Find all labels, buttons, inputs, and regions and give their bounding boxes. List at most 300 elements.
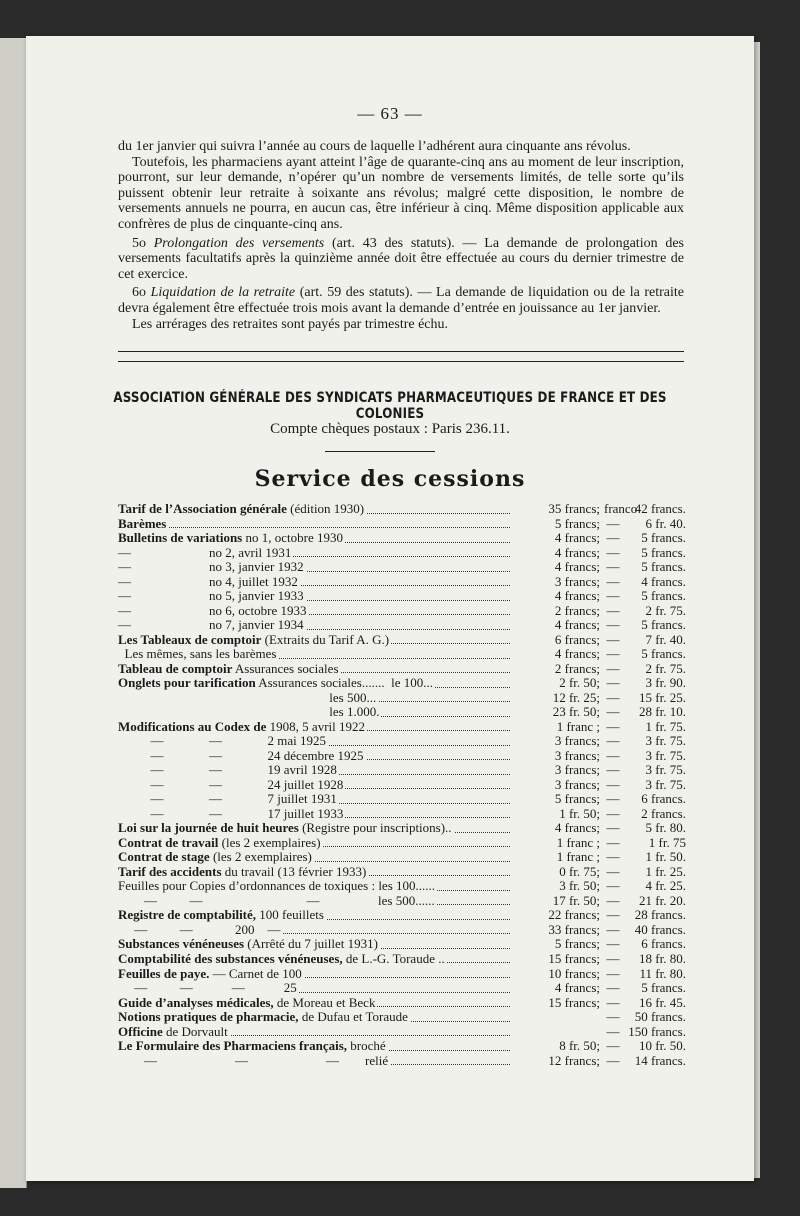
tarif-franco: 5 francs.	[641, 980, 686, 996]
tarif-franco: 5 francs.	[641, 530, 686, 546]
tarif-franco: 6 fr. 40.	[645, 515, 686, 531]
tarif-item-detail: les 1.000.	[118, 705, 380, 720]
tarif-label	[118, 923, 510, 938]
tarif-row	[118, 821, 686, 836]
tarif-item-title: Le Formulaire des Pharmaciens français,	[118, 1039, 348, 1054]
tarif-item-detail: — — 2 mai 1925	[118, 734, 326, 749]
tarif-row	[118, 923, 686, 938]
tarif-dash: —	[606, 950, 620, 966]
tarif-price: 35 francs;	[548, 501, 600, 516]
tarif-item-detail: — no 6, octobre 1933	[118, 603, 307, 618]
tarif-dash: —	[606, 878, 620, 894]
tarif-item-detail: broché	[347, 1039, 386, 1054]
tarif-label-text	[118, 952, 447, 966]
tarif-row	[118, 633, 686, 648]
tarif-row	[118, 589, 686, 604]
tarif-price: 5 francs;	[554, 515, 600, 531]
tarif-label-text	[118, 720, 367, 734]
tarif-row	[118, 1054, 686, 1069]
tarif-dash: —	[606, 849, 620, 865]
intro-paragraph-5: Les arrérages des retraites sont payés par trimestre échu.	[132, 316, 449, 332]
tarif-label-text	[118, 836, 323, 850]
intro-paragraph-4	[118, 285, 684, 316]
divider-rule-2	[118, 361, 684, 362]
p3-number: 5o	[132, 235, 154, 251]
tarif-row	[118, 1010, 686, 1025]
tarif-item-title: Feuilles de paye.	[118, 966, 210, 981]
tarif-label	[118, 879, 510, 894]
tarif-row	[118, 763, 686, 778]
tarif-franco: 28 fr. 10.	[639, 704, 686, 720]
tarif-label-text	[118, 531, 345, 545]
tarif-list	[118, 502, 686, 1068]
tarif-franco: 1 fr. 25.	[645, 863, 686, 879]
intro-paragraph-2: Toutefois, les pharmaciens ayant atteint l’âge de quarante-cinq ans au moment de leur inscription, pourront, sur leur demande, n’opérer qu’un nombre de versements limités, de telle sorte qu’ils puissent obtenir leur retraite à soixante ans révolus; malgré cette disposition, le nombre de versements annuels ne pourra, en aucun cas, être inférieur à cinq. Même disposition applicable aux confrères de plus de cinquante-cinq ans.	[118, 154, 684, 232]
tarif-label	[118, 720, 510, 735]
tarif-label	[118, 589, 510, 604]
tarif-item-detail: no 1, octobre 1930	[242, 531, 343, 546]
tarif-franco: 3 fr. 75.	[645, 776, 686, 792]
tarif-label-text	[118, 792, 339, 806]
tarif-price: 4 francs;	[554, 544, 600, 560]
tarif-row	[118, 850, 686, 865]
tarif-franco: 1 fr. 75	[648, 834, 686, 850]
tarif-dash: —	[606, 921, 620, 937]
tarif-label	[118, 560, 510, 575]
tarif-price: 4 francs;	[554, 980, 600, 996]
tarif-label	[118, 749, 510, 764]
tarif-label-text	[118, 879, 437, 893]
tarif-label-text	[118, 778, 345, 792]
tarif-price: 5 francs;	[554, 791, 600, 807]
intro-paragraph-3	[118, 236, 684, 283]
tarif-label-text	[118, 676, 435, 690]
tarif-dash: —	[606, 776, 620, 792]
tarif-item-detail: (Registre pour inscriptions)..	[298, 821, 452, 836]
tarif-row	[118, 967, 686, 982]
tarif-dash: —	[606, 820, 620, 836]
tarif-dash: —	[606, 660, 620, 676]
tarif-price: 17 fr. 50;	[552, 892, 600, 908]
tarif-price: 1 fr. 50;	[559, 805, 600, 821]
tarif-item-title: Loi sur la journée de huit heures	[118, 821, 299, 836]
tarif-item-title: Modifications au Codex de	[118, 719, 267, 734]
tarif-dash: —	[606, 1009, 620, 1025]
tarif-item-detail: Les mêmes, sans les barèmes	[118, 647, 277, 662]
tarif-franco: 16 fr. 45.	[639, 994, 686, 1010]
tarif-item-detail: — — 7 juillet 1931	[118, 792, 337, 807]
tarif-item-title: Contrat de stage	[118, 850, 210, 865]
tarif-dash: —	[606, 907, 620, 923]
tarif-label	[118, 894, 510, 909]
tarif-item-title: Registre de comptabilité,	[118, 908, 257, 923]
tarif-item-detail: (les 2 exemplaires)	[218, 835, 321, 850]
tarif-item-detail: — no 7, janvier 1934	[118, 618, 304, 633]
divider-rule-1	[118, 351, 684, 352]
tarif-franco: 150 francs.	[628, 1023, 686, 1039]
tarif-price: 0 fr. 75;	[559, 863, 600, 879]
tarif-item-detail: — no 3, janvier 1932	[118, 560, 304, 575]
tarif-franco: 2 fr. 75.	[645, 602, 686, 618]
tarif-label-text	[118, 546, 293, 560]
tarif-price: 12 fr. 25;	[552, 689, 600, 705]
tarif-dash: —	[606, 530, 620, 546]
tarif-item-detail: — Carnet de 100	[209, 966, 302, 981]
tarif-row	[118, 937, 686, 952]
postal-account: Compte chèques postaux : Paris 236.11.	[270, 421, 510, 437]
tarif-label-text	[118, 996, 377, 1010]
tarif-item-title: Onglets pour tarification	[118, 676, 256, 691]
tarif-item-detail: de Moreau et Beck	[273, 995, 376, 1010]
tarif-item-detail: les 500...	[118, 690, 377, 705]
tarif-franco: 3 fr. 75.	[645, 747, 686, 763]
tarif-price: 15 francs;	[548, 994, 600, 1010]
tarif-price: 1 franc ;	[556, 718, 600, 734]
tarif-franco: 5 francs.	[641, 559, 686, 575]
p4-number: 6o	[132, 285, 151, 301]
tarif-label	[118, 1039, 510, 1054]
tarif-price: 4 francs;	[554, 588, 600, 604]
tarif-dash: —	[606, 1023, 620, 1039]
tarif-item-title: Comptabilité des substances vénéneuses,	[118, 951, 343, 966]
tarif-label-text	[118, 923, 283, 937]
p4-text: (art. 59 des statuts). — La demande de liquidation ou de la retraite devra également être effectuée trois mois avant la demande d’entrée en jouissance au 1er janvier.	[118, 285, 685, 316]
tarif-price: 10 francs;	[548, 965, 600, 981]
tarif-franco: 5 francs.	[641, 646, 686, 662]
tarif-franco: 5 francs.	[641, 617, 686, 633]
tarif-label-text	[118, 807, 345, 821]
tarif-item-detail: (Arrêté du 7 juillet 1931)	[244, 937, 378, 952]
tarif-dash: —	[606, 559, 620, 575]
right-page-edge	[754, 42, 760, 1178]
left-page-edge	[0, 38, 27, 1188]
tarif-label-text	[118, 749, 366, 763]
tarif-label	[118, 807, 510, 822]
tarif-label-text	[118, 734, 328, 748]
tarif-row	[118, 792, 686, 807]
tarif-franco: 28 francs.	[634, 907, 686, 923]
tarif-label-text	[118, 560, 306, 574]
tarif-row	[118, 517, 686, 532]
p3-title: Prolongation des versements	[153, 235, 325, 251]
tarif-dash: —	[606, 791, 620, 807]
tarif-item-title: Contrat de travail	[118, 835, 219, 850]
tarif-franco: 5 francs.	[641, 588, 686, 604]
tarif-label-text	[118, 691, 378, 705]
tarif-franco: 3 fr. 75.	[645, 733, 686, 749]
tarif-item-detail: de Dorvault	[162, 1024, 228, 1039]
tarif-franco: 4 fr. 25.	[645, 878, 686, 894]
tarif-label	[118, 604, 510, 619]
tarif-label-text	[118, 763, 339, 777]
tarif-label	[118, 821, 510, 836]
tarif-price: 12 francs;	[548, 1052, 600, 1068]
tarif-franco: 14 francs.	[634, 1052, 686, 1068]
tarif-label-text	[118, 589, 306, 603]
tarif-price: 3 fr. 50;	[559, 878, 600, 894]
tarif-item-detail: de L.-G. Toraude ..	[342, 951, 445, 966]
tarif-item-title: Officine	[118, 1024, 163, 1039]
tarif-franco: 6 francs.	[641, 936, 686, 952]
tarif-dash: —	[606, 834, 620, 850]
tarif-label-text	[118, 894, 437, 908]
tarif-label	[118, 792, 510, 807]
tarif-row	[118, 531, 686, 546]
tarif-dash: —	[606, 1038, 620, 1054]
tarif-item-detail: 100 feuillets	[256, 908, 324, 923]
tarif-dash: —	[606, 892, 620, 908]
tarif-dash: —	[606, 588, 620, 604]
tarif-franco: 42 francs.	[634, 501, 686, 516]
tarif-label	[118, 1054, 510, 1069]
tarif-item-detail: (Extraits du Tarif A. G.)	[261, 632, 390, 647]
tarif-price: 1 franc ;	[556, 849, 600, 865]
tarif-row	[118, 1025, 686, 1040]
tarif-price: 3 francs;	[554, 747, 600, 763]
tarif-row	[118, 647, 686, 662]
p3-text: (art. 43 des statuts). — La demande de prolongation des versements facultatifs après la quinzième année doit être effectuée au cours du dernier trimestre de cet exercice.	[118, 235, 685, 282]
tarif-dash: —	[606, 965, 620, 981]
tarif-item-detail: 1908, 5 avril 1922	[266, 719, 365, 734]
p4-title: Liquidation de la retraite	[150, 285, 296, 301]
tarif-franco: 7 fr. 40.	[645, 631, 686, 647]
tarif-item-detail: — — 24 juillet 1928	[118, 777, 344, 792]
tarif-row	[118, 807, 686, 822]
tarif-dash: —	[606, 733, 620, 749]
tarif-label	[118, 865, 510, 880]
tarif-dash: —	[606, 602, 620, 618]
tarif-price: 4 francs;	[554, 646, 600, 662]
tarif-label-text	[118, 937, 380, 951]
tarif-row	[118, 662, 686, 677]
tarif-dash: —	[606, 1052, 620, 1068]
tarif-label-text	[118, 647, 278, 661]
tarif-franco: 15 fr. 25.	[639, 689, 686, 705]
tarif-label	[118, 676, 510, 691]
tarif-dash: —	[606, 980, 620, 996]
tarif-item-detail: Assurances sociales	[232, 661, 339, 676]
tarif-price: 22 francs;	[548, 907, 600, 923]
tarif-item-title: Tarif de l’Association générale	[118, 502, 287, 516]
tarif-item-detail: — no 2, avril 1931	[118, 545, 292, 560]
tarif-label	[118, 517, 510, 532]
tarif-label-text	[118, 981, 299, 995]
tarif-row	[118, 560, 686, 575]
tarif-label-text	[118, 575, 300, 589]
tarif-item-detail: — — — relié	[118, 1053, 389, 1068]
tarif-label	[118, 618, 510, 633]
tarif-dash: —	[606, 704, 620, 720]
intro-paragraph-1: du 1er janvier qui suivra l’année au cours de laquelle l’adhérent aura cinquante ans révolus.	[118, 139, 631, 154]
tarif-label-text	[118, 1025, 230, 1039]
tarif-label	[118, 531, 510, 546]
tarif-price: 2 francs;	[554, 660, 600, 676]
tarif-row	[118, 705, 686, 720]
tarif-row	[118, 546, 686, 561]
tarif-franco: 2 francs.	[641, 805, 686, 821]
tarif-label-text	[118, 705, 381, 719]
tarif-price: 3 francs;	[554, 733, 600, 749]
tarif-price: 4 francs;	[554, 530, 600, 546]
tarif-item-detail: du travail (13 février 1933)	[221, 864, 367, 879]
tarif-label-text	[118, 865, 368, 879]
tarif-item-detail: — — — 25	[118, 981, 297, 996]
tarif-row	[118, 720, 686, 735]
tarif-row	[118, 502, 686, 517]
tarif-franco: 3 fr. 90.	[645, 675, 686, 691]
tarif-row	[118, 836, 686, 851]
tarif-label	[118, 502, 510, 517]
tarif-label-text	[118, 662, 341, 676]
tarif-label-text	[118, 850, 314, 864]
tarif-item-detail: — — 200 —	[118, 922, 281, 937]
tarif-dash: —	[606, 747, 620, 763]
tarif-row	[118, 1039, 686, 1054]
tarif-dash: —	[606, 573, 620, 589]
tarif-item-detail: — — — les 500......	[118, 893, 435, 908]
tarif-label	[118, 778, 510, 793]
tarif-item-title: Tarif des accidents	[118, 864, 222, 879]
tarif-label	[118, 937, 510, 952]
tarif-item-detail: Feuilles pour Copies d’ordonnances de toxiques : les 100......	[118, 879, 436, 894]
tarif-dash: —	[606, 617, 620, 633]
tarif-label	[118, 1010, 510, 1025]
tarif-row	[118, 865, 686, 880]
tarif-item-detail: Assurances sociales....... le 100...	[255, 676, 433, 691]
tarif-label	[118, 734, 510, 749]
tarif-row	[118, 952, 686, 967]
tarif-franco: 5 fr. 80.	[645, 820, 686, 836]
tarif-label	[118, 575, 510, 590]
tarif-label-text	[118, 1039, 388, 1053]
tarif-label-text	[118, 618, 306, 632]
tarif-price: 1 franc ;	[556, 834, 600, 850]
tarif-price: 3 francs;	[554, 762, 600, 778]
tarif-franco: 3 fr. 75.	[645, 762, 686, 778]
tarif-row	[118, 618, 686, 633]
tarif-item-detail: — — 19 avril 1928	[118, 763, 337, 778]
tarif-price: 2 fr. 50;	[559, 675, 600, 691]
tarif-item-detail: — — 17 juillet 1933	[118, 806, 344, 821]
tarif-dash: —	[606, 675, 620, 691]
tarif-label-text	[118, 1010, 410, 1024]
tarif-label	[118, 647, 510, 662]
tarif-label	[118, 1025, 510, 1040]
tarif-item-title: Barèmes	[118, 516, 167, 531]
service-title: Service des cessions	[254, 466, 526, 492]
association-heading: ASSOCIATION GÉNÉRALE DES SYNDICATS PHARMACEUTIQUES DE FRANCE ET DES COLONIES	[113, 390, 667, 422]
tarif-dash: —	[606, 718, 620, 734]
tarif-dash: —	[606, 631, 620, 647]
tarif-price: 4 francs;	[554, 559, 600, 575]
tarif-row	[118, 981, 686, 996]
tarif-franco: 11 fr. 80.	[639, 965, 686, 981]
tarif-item-title: Guide d’analyses médicales,	[118, 995, 274, 1010]
tarif-row	[118, 908, 686, 923]
tarif-row	[118, 778, 686, 793]
tarif-dash: —	[606, 863, 620, 879]
tarif-dash: —	[606, 689, 620, 705]
tarif-franco: 1 fr. 75.	[645, 718, 686, 734]
tarif-label	[118, 546, 510, 561]
tarif-label	[118, 996, 510, 1011]
tarif-row	[118, 734, 686, 749]
tarif-label	[118, 967, 510, 982]
tarif-item-detail: de Dufau et Toraude	[298, 1010, 408, 1025]
tarif-franco: 40 francs.	[634, 921, 686, 937]
tarif-item-title: Notions pratiques de pharmacie,	[118, 1010, 299, 1025]
tarif-price: 4 francs;	[554, 617, 600, 633]
tarif-label-text	[118, 502, 366, 516]
tarif-row	[118, 691, 686, 706]
tarif-franco: 4 francs.	[641, 573, 686, 589]
tarif-franco: 2 fr. 75.	[645, 660, 686, 676]
tarif-price: 6 francs;	[554, 631, 600, 647]
tarif-price: 3 francs;	[554, 776, 600, 792]
tarif-franco: 50 francs.	[634, 1009, 686, 1025]
tarif-label	[118, 908, 510, 923]
tarif-label	[118, 952, 510, 967]
tarif-item-detail: — no 4, juillet 1932	[118, 574, 298, 589]
tarif-item-title: Les Tableaux de comptoir	[118, 632, 262, 647]
tarif-row	[118, 575, 686, 590]
tarif-item-detail: (les 2 exemplaires)	[209, 850, 312, 865]
tarif-item-detail: (édition 1930)	[286, 502, 365, 516]
tarif-label	[118, 691, 510, 706]
tarif-label-text	[118, 1054, 390, 1068]
tarif-dash: —	[606, 515, 620, 531]
leader-dots	[118, 527, 510, 528]
tarif-label-text	[118, 604, 308, 618]
tarif-label	[118, 662, 510, 677]
tarif-label	[118, 633, 510, 648]
tarif-label	[118, 981, 510, 996]
tarif-dash: —	[606, 762, 620, 778]
tarif-franco: 1 fr. 50.	[645, 849, 686, 865]
tarif-label-text	[118, 967, 304, 981]
tarif-item-title: Substances vénéneuses	[118, 937, 245, 952]
tarif-item-detail: — no 5, janvier 1933	[118, 589, 304, 604]
page-number: — 63 —	[357, 104, 423, 123]
tarif-dash: —	[606, 646, 620, 662]
tarif-dash: —	[606, 936, 620, 952]
tarif-price: 5 francs;	[554, 936, 600, 952]
tarif-label	[118, 850, 510, 865]
tarif-price: 33 francs;	[548, 921, 600, 937]
tarif-label	[118, 705, 510, 720]
tarif-row	[118, 996, 686, 1011]
tarif-price: 3 francs;	[554, 573, 600, 589]
tarif-item-title: Bulletins de variations	[118, 531, 243, 546]
tarif-price: 15 francs;	[548, 950, 600, 966]
tarif-label-text	[118, 908, 326, 922]
intro-text	[118, 139, 684, 332]
page	[26, 36, 754, 1181]
tarif-row	[118, 749, 686, 764]
tarif-label-text	[118, 633, 391, 647]
tarif-row	[118, 879, 686, 894]
short-rule	[325, 451, 435, 452]
tarif-label	[118, 836, 510, 851]
tarif-row	[118, 894, 686, 909]
tarif-row	[118, 676, 686, 691]
tarif-label	[118, 763, 510, 778]
tarif-franco: 6 francs.	[641, 791, 686, 807]
tarif-dash: —	[606, 994, 620, 1010]
tarif-price: 23 fr. 50;	[552, 704, 600, 720]
tarif-price: 2 francs;	[554, 602, 600, 618]
tarif-item-detail: — — 24 décembre 1925	[118, 748, 364, 763]
